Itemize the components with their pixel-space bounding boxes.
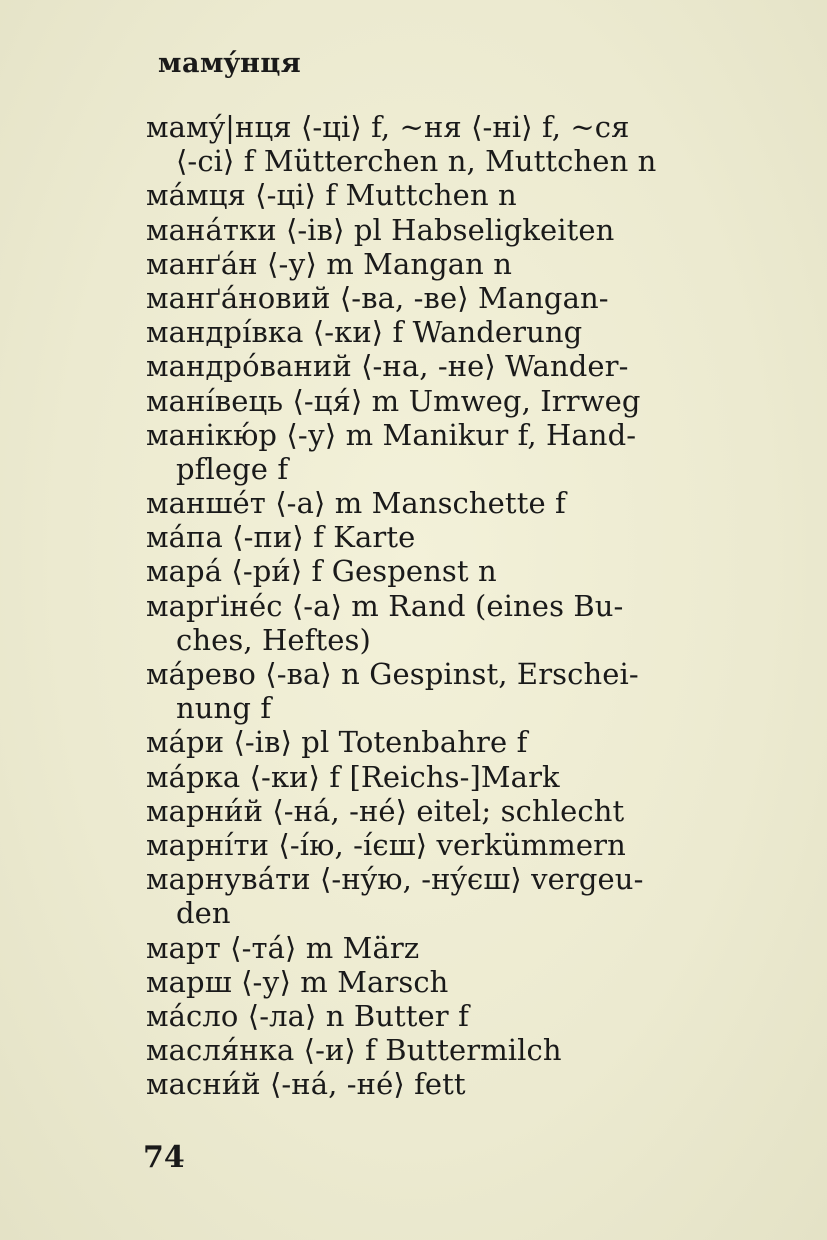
entry-continuation-line: pflege f — [176, 451, 289, 486]
entry-line: марни́й ⟨-нá, -нé⟩ eitel; schlecht — [146, 793, 625, 828]
entry-line: манґáн ⟨-у⟩ m Mangan n — [146, 246, 513, 281]
entry-line: мандрóваний ⟨-на, -не⟩ Wander- — [146, 349, 629, 384]
entry-line: масни́й ⟨-нá, -нé⟩ fett — [146, 1067, 466, 1102]
entry-continuation-line: nung f — [176, 691, 272, 726]
entry-continuation-line: ches, Heftes) — [176, 622, 371, 657]
entry-line: марнíти ⟨-íю, -íєш⟩ verkümmern — [146, 827, 626, 862]
entry-line: мáрево ⟨-ва⟩ n Gespinst, Erschei- — [146, 657, 639, 691]
entry-line: марш ⟨-у⟩ m Marsch — [146, 964, 449, 999]
entry-line: мáри ⟨-ів⟩ pl Totenbahre f — [146, 725, 528, 760]
entry-line: манґáновий ⟨-ва, -ве⟩ Mangan- — [146, 280, 609, 315]
entry-line: март ⟨-тá⟩ m März — [146, 930, 420, 965]
entry-line: манíвець ⟨-ця́⟩ m Umweg, Irrweg — [146, 383, 641, 418]
entry-line: марґінéс ⟨-а⟩ m Rand (eines Bu- — [146, 588, 624, 623]
entry-continuation-line: den — [176, 896, 231, 931]
entry-line: марá ⟨-ри́⟩ f Gespenst n — [146, 554, 497, 589]
entry-continuation-line: ⟨-сі⟩ f Mütterchen n, Muttchen n — [176, 144, 657, 179]
entry-line: мáрка ⟨-ки⟩ f [Reichs-]Mark — [146, 759, 560, 794]
entry-line: мамý|нця ⟨-ці⟩ f, ~ня ⟨-ні⟩ f, ~ся — [146, 110, 630, 144]
page-number: 74 — [143, 1140, 185, 1175]
dictionary-entries — [146, 110, 746, 1101]
entry-line: мáсло ⟨-ла⟩ n Butter f — [146, 998, 469, 1033]
entry-line: манáтки ⟨-ів⟩ pl Habseligkeiten — [146, 212, 615, 247]
running-head: мамýнця — [158, 48, 302, 79]
entry-line: марнувáти ⟨-нýю, -нýєш⟩ vergeu- — [146, 862, 644, 897]
entry-line: масля́нка ⟨-и⟩ f Buttermilch — [146, 1033, 562, 1068]
entry-line: мандрíвка ⟨-ки⟩ f Wanderung — [146, 315, 583, 350]
entry-line: маншéт ⟨-а⟩ m Manschette f — [146, 486, 566, 521]
entry-line: мáпа ⟨-пи⟩ f Karte — [146, 520, 416, 555]
entry-line: манікю́р ⟨-у⟩ m Manikur f, Hand- — [146, 417, 637, 452]
entry-line: мáмця ⟨-ці⟩ f Muttchen n — [146, 178, 517, 213]
